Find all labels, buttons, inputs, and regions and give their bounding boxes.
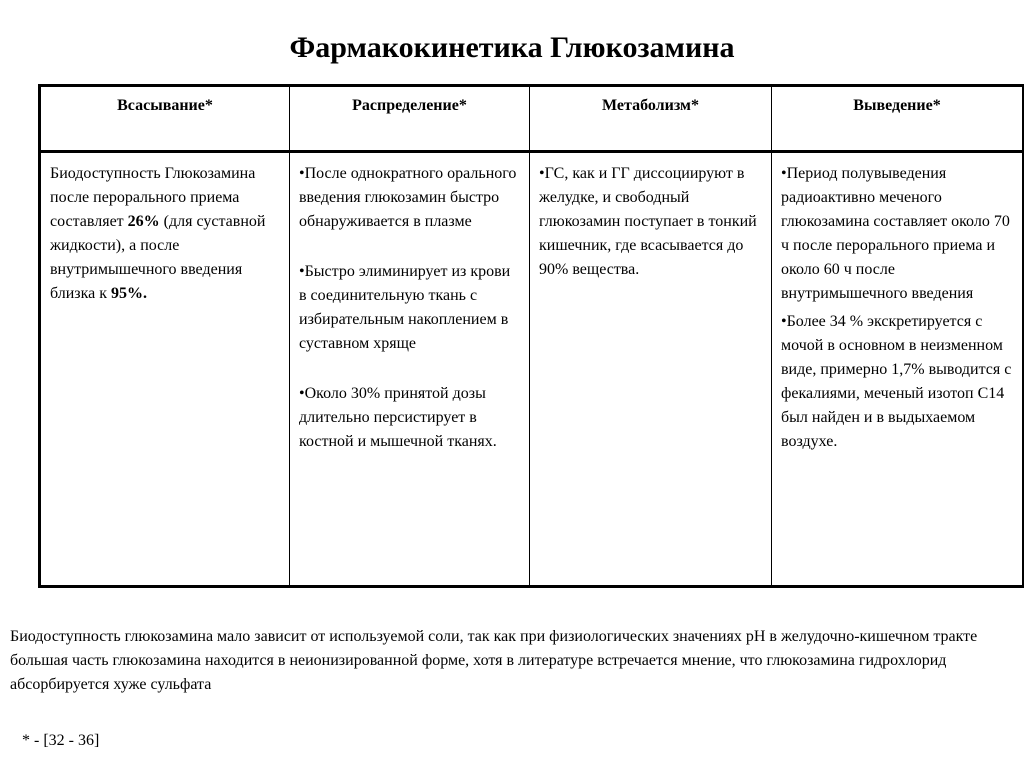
distribution-item: •После однократного орального введения глюкозамин быстро обнаруживается в плазме [299, 165, 517, 230]
cell-distribution [290, 152, 530, 587]
absorption-im-value: 95%. [111, 285, 148, 302]
distribution-item: •Около 30% принятой дозы длительно персистирует в костной и мышечной тканях. [299, 385, 497, 450]
distribution-item: •Быстро элиминирует из крови в соединительную ткань с избирательным накоплением в суставном хряще [299, 263, 511, 352]
excretion-item: •Период полувыведения радиоактивно меченого глюкозамина составляет около 70 ч после перорального приема и около 60 ч после внутримышечного введения [781, 165, 1010, 302]
metabolism-item: •ГС, как и ГГ диссоциируют в желудке, и свободный глюкозамин поступает в тонкий кишечник, где всасывается до 90% вещества. [539, 165, 757, 278]
absorption-oral-value: 26% [127, 213, 160, 230]
reference-footnote: * - [32 - 36] [22, 732, 100, 749]
header-excretion: Выведение* [772, 86, 1024, 152]
cell-metabolism [530, 152, 772, 587]
header-distribution: Распределение* [290, 86, 530, 152]
absorption-text [50, 162, 281, 306]
table-header-row [40, 86, 1024, 152]
absorption-text-part: (для суставной жидкости), а после внутримышечного введения близка к [50, 213, 266, 302]
page-title: Фармакокинетика Глюкозамина [289, 31, 735, 64]
cell-excretion [772, 152, 1024, 587]
bioavailability-note: Биодоступность глюкозамина мало зависит от используемой соли, так как при физиологических значениях pH в желудочно-кишечном тракте большая часть глюкозамина находится в неионизированной форме, хотя в литературе встречается мнение, что глюкозамина гидрохлорид абсорбируется хуже сульфата [10, 628, 978, 693]
header-absorption: Всасывание* [40, 86, 290, 152]
header-metabolism: Метаболизм* [530, 86, 772, 152]
pharmacokinetics-table [38, 84, 1024, 588]
cell-absorption [40, 152, 290, 587]
excretion-item: •Более 34 % экскретируется с мочой в основном в неизменном виде, примерно 1,7% выводится с фекалиями, меченый изотоп С14 был найден и в выдыхаемом воздухе. [781, 313, 1012, 450]
absorption-text-part: Биодоступность Глюкозамина после перорального приема составляет [50, 165, 256, 230]
table-row [40, 152, 1024, 587]
